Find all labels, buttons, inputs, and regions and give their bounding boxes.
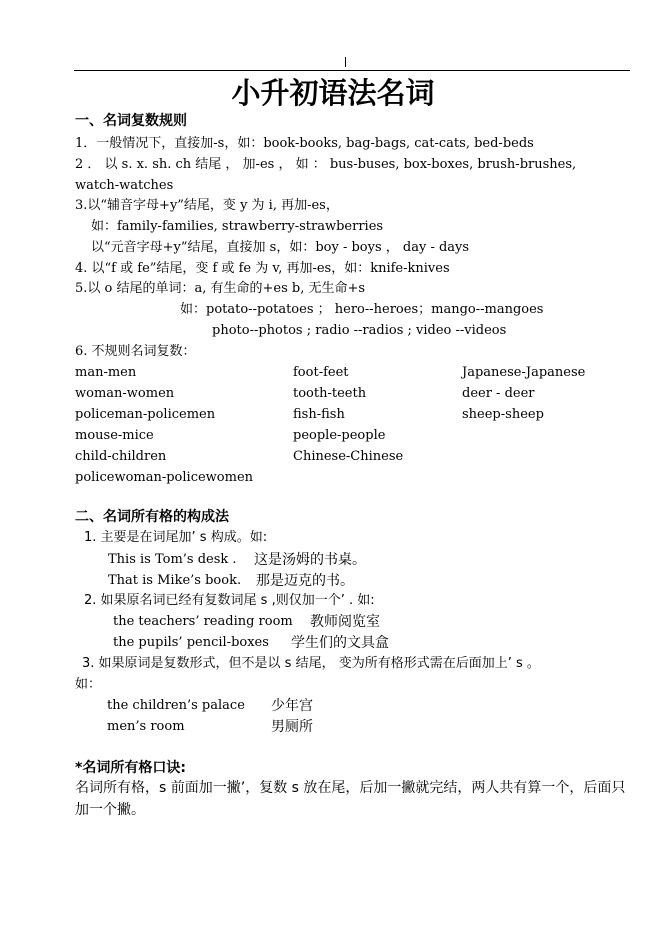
irregular-item: tooth-teeth xyxy=(293,386,367,401)
rule-5-line-1: 5.以 o 结尾的单词：a, 有生命的+es b, 无生命+s xyxy=(75,281,366,296)
example-en: That is Mike’s book. xyxy=(108,573,242,588)
possessive-item-1: 1. 主要是在词尾加’ s 构成。如: xyxy=(84,530,268,545)
irregular-item: policewoman-policewomen xyxy=(75,470,254,485)
rule-2-line-2: watch-watches xyxy=(75,178,174,193)
irregular-item: foot-feet xyxy=(293,365,349,380)
rule-3-line-1: 3.以“辅音字母+y”结尾，变 y 为 i, 再加-es， xyxy=(75,198,339,213)
rule-5-line-2: 如：potato--potatoes ； hero--heroes；mango--mangoes xyxy=(180,302,544,317)
irregular-item: woman-women xyxy=(75,386,175,401)
irregular-item: deer - deer xyxy=(462,386,535,401)
rule-6: 6. 不规则名词复数： xyxy=(75,344,196,359)
possessive-item-3-cont: 如： xyxy=(75,677,102,692)
header-mark xyxy=(345,57,346,67)
example-en: the children’s palace xyxy=(107,698,245,713)
rule-4: 4. 以“f 或 fe”结尾，变 f 或 fe 为 v, 再加-es，如：knife-knives xyxy=(75,261,450,276)
mnemonic-text: 名词所有格，s 前面加一撇’，复数 s 放在尾，后加一撇就完结，两人共有算一个，后面只加一个撇。 xyxy=(75,780,626,818)
rule-3-line-2: 如：family-families, strawberry-strawberries xyxy=(91,219,384,234)
irregular-item: child-children xyxy=(75,449,167,464)
section-heading-plural-rules: 一、名词复数规则 xyxy=(75,113,187,129)
example-cn: 教师阅览室 xyxy=(310,614,380,630)
header-rule xyxy=(74,70,630,71)
page-title: 小升初语法名词 xyxy=(231,76,435,110)
irregular-item: fish-fish xyxy=(293,407,345,422)
example-cn: 那是迈克的书。 xyxy=(256,573,354,589)
rule-3-line-3: 以“元音字母+y”结尾，直接加 s，如：boy - boys ， day - days xyxy=(91,240,470,255)
example-en: the teachers’ reading room xyxy=(113,614,293,629)
irregular-item: Japanese-Japanese xyxy=(462,365,586,380)
example-en: the pupils’ pencil-boxes xyxy=(113,635,269,650)
section-heading-mnemonic: *名词所有格口诀: xyxy=(75,760,186,776)
irregular-item: people-people xyxy=(293,428,386,443)
example-cn: 学生们的文具盒 xyxy=(291,635,389,651)
example-cn: 男厕所 xyxy=(271,719,313,735)
example-cn: 这是汤姆的书桌。 xyxy=(254,552,366,568)
rule-2-line-1: 2 ． 以 s. x. sh. ch 结尾 ， 加-es ， 如 ： bus-buses, box-boxes, brush-brushes, xyxy=(75,157,577,172)
rule-1: 1．一般情况下，直接加-s，如：book-books, bag-bags, cat-cats, bed-beds xyxy=(75,136,534,151)
example-en: This is Tom’s desk . xyxy=(108,552,237,567)
example-cn: 少年宫 xyxy=(271,698,313,714)
example-en: men’s room xyxy=(107,719,185,734)
irregular-item: Chinese-Chinese xyxy=(293,449,404,464)
irregular-item: policeman-policemen xyxy=(75,407,216,422)
rule-5-line-3: photo--photos ; radio --radios ; video --videos xyxy=(212,323,507,338)
section-heading-possessive: 二、名词所有格的构成法 xyxy=(75,509,229,525)
possessive-item-2: 2. 如果原名词已经有复数词尾 s ,则仅加一个’ . 如: xyxy=(84,593,375,608)
irregular-item: sheep-sheep xyxy=(462,407,544,422)
irregular-item: man-men xyxy=(75,365,137,380)
possessive-item-3: 3. 如果原词是复数形式，但不是以 s 结尾， 变为所有格形式需在后面加上’ s 。 xyxy=(82,656,540,671)
irregular-item: mouse-mice xyxy=(75,428,154,443)
